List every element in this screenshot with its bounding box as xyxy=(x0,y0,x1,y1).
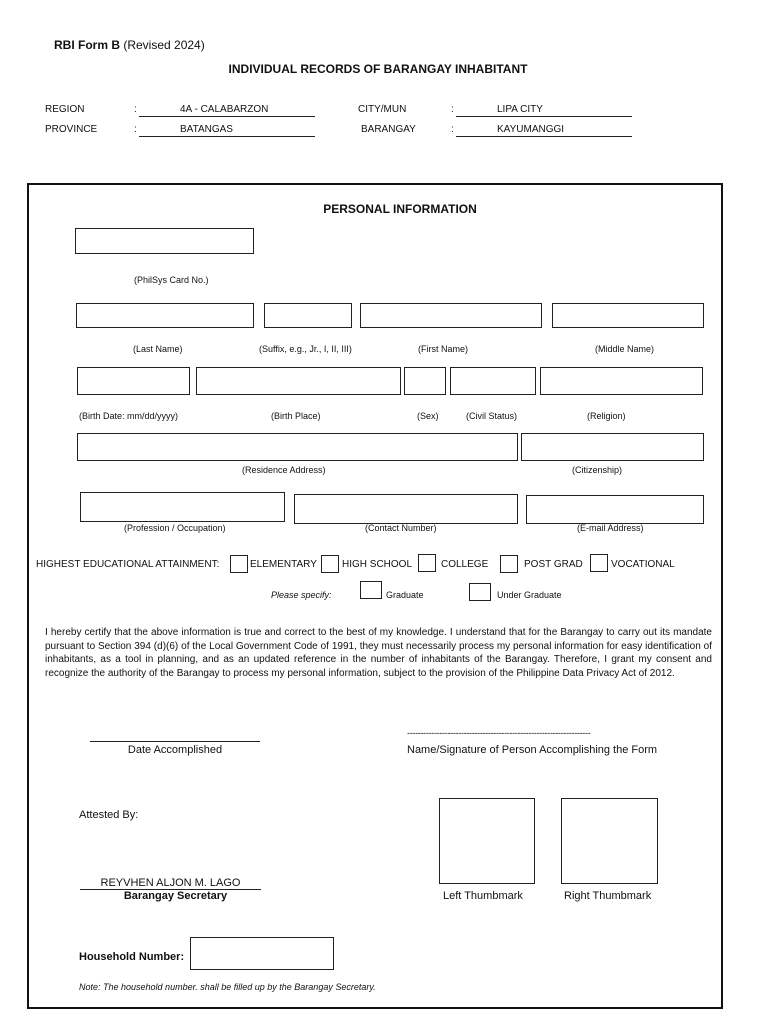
philsys-label: (PhilSys Card No.) xyxy=(134,275,209,285)
graduate-label: Graduate xyxy=(386,590,424,600)
middle-name-input[interactable] xyxy=(552,303,704,328)
sex-input[interactable] xyxy=(404,367,446,395)
barangay-label: BARANGAY xyxy=(361,124,416,135)
form-code: RBI Form B xyxy=(54,38,120,52)
region-colon: : xyxy=(134,104,137,115)
secretary-title: Barangay Secretary xyxy=(123,890,228,902)
region-value: 4A - CALABARZON xyxy=(180,104,269,115)
profession-input[interactable] xyxy=(80,492,285,522)
last-name-input[interactable] xyxy=(76,303,254,328)
barangay-colon: : xyxy=(451,124,454,135)
college-option: COLLEGE xyxy=(441,559,489,570)
college-checkbox[interactable] xyxy=(418,554,436,572)
citizenship-label: (Citizenship) xyxy=(572,465,623,475)
vocational-option: VOCATIONAL xyxy=(611,559,675,570)
email-label: (E-mail Address) xyxy=(577,523,644,533)
household-note: Note: The household number. shall be filled up by the Barangay Secretary. xyxy=(79,982,376,992)
secretary-name: REYVHEN ALJON M. LAGO xyxy=(80,877,261,890)
barangay-field[interactable] xyxy=(456,124,632,137)
elementary-option: ELEMENTARY xyxy=(250,559,317,570)
religion-label: (Religion) xyxy=(587,411,626,421)
civil-status-input[interactable] xyxy=(450,367,536,395)
education-label: HIGHEST EDUCATIONAL ATTAINMENT: xyxy=(36,559,220,570)
religion-input[interactable] xyxy=(540,367,703,395)
last-name-label: (Last Name) xyxy=(133,344,183,354)
profession-label: (Profession / Occupation) xyxy=(124,523,226,533)
birth-place-input[interactable] xyxy=(196,367,401,395)
certification-text: I hereby certify that the above information is true and correct to the best of my knowledge. I understand that for the Barangay to carry out its mandate pursuant to Section 394 (d)(6) of the Local Government Code of 1991, they must necessarily process my personal information for easy identification of inhabitants, as a tool in planning, and as an updated reference in the number of inhabitants of the Barangay. Therefore, I grant my consent and recognize the authority of the Barangay to process my personal information, subject to the provision of the Philippine Data Privacy Act of 2012. xyxy=(45,627,712,679)
province-field[interactable] xyxy=(139,124,315,137)
civil-status-label: (Civil Status) xyxy=(466,411,518,421)
residence-label: (Residence Address) xyxy=(242,465,326,475)
middle-name-label: (Middle Name) xyxy=(595,344,655,354)
province-label: PROVINCE xyxy=(45,124,98,135)
email-input[interactable] xyxy=(526,495,704,524)
suffix-label: (Suffix, e.g., Jr., I, II, III) xyxy=(259,344,352,354)
region-field[interactable] xyxy=(139,104,315,117)
post-grad-checkbox[interactable] xyxy=(500,555,518,573)
left-thumbmark-box[interactable] xyxy=(439,798,535,884)
right-thumbmark-label: Right Thumbmark xyxy=(564,890,652,902)
right-thumbmark-box[interactable] xyxy=(561,798,658,884)
contact-input[interactable] xyxy=(294,494,518,524)
citizenship-input[interactable] xyxy=(521,433,704,461)
form-title: INDIVIDUAL RECORDS OF BARANGAY INHABITANT xyxy=(228,62,528,76)
city-field[interactable] xyxy=(456,104,632,117)
date-line[interactable] xyxy=(90,741,260,742)
high-school-checkbox[interactable] xyxy=(321,555,339,573)
barangay-value: KAYUMANGGI xyxy=(497,124,565,135)
household-label: Household Number: xyxy=(79,951,185,963)
province-colon: : xyxy=(134,124,137,135)
residence-input[interactable] xyxy=(77,433,518,461)
city-colon: : xyxy=(451,104,454,115)
city-label: CITY/MUN xyxy=(358,104,407,115)
vocational-checkbox[interactable] xyxy=(590,554,608,572)
birth-date-input[interactable] xyxy=(77,367,190,395)
left-thumbmark-label: Left Thumbmark xyxy=(443,890,523,902)
post-grad-option: POST GRAD xyxy=(524,559,583,570)
signature-label: Name/Signature of Person Accomplishing the Form xyxy=(407,744,658,756)
household-number-input[interactable] xyxy=(190,937,334,970)
birth-date-label: (Birth Date: mm/dd/yyyy) xyxy=(79,411,179,421)
date-label: Date Accomplished xyxy=(127,744,223,756)
suffix-input[interactable] xyxy=(264,303,352,328)
first-name-label: (First Name) xyxy=(418,344,468,354)
form-revision: (Revised 2024) xyxy=(123,38,205,52)
elementary-checkbox[interactable] xyxy=(230,555,248,573)
philsys-input[interactable] xyxy=(75,228,254,254)
undergraduate-label: Under Graduate xyxy=(497,590,562,600)
section-title: PERSONAL INFORMATION xyxy=(323,202,477,216)
birth-place-label: (Birth Place) xyxy=(271,411,321,421)
region-label: REGION xyxy=(45,104,85,115)
signature-line[interactable]: -------------------------------------------------------------------- xyxy=(407,728,591,738)
contact-label: (Contact Number) xyxy=(365,523,437,533)
form-code-line xyxy=(54,38,205,52)
first-name-input[interactable] xyxy=(360,303,542,328)
undergraduate-checkbox[interactable] xyxy=(469,583,491,601)
province-value: BATANGAS xyxy=(180,124,233,135)
sex-label: (Sex) xyxy=(417,411,439,421)
graduate-checkbox[interactable] xyxy=(360,581,382,599)
specify-label: Please specify: xyxy=(271,590,332,600)
high-school-option: HIGH SCHOOL xyxy=(342,559,413,570)
city-value: LIPA CITY xyxy=(497,104,543,115)
attested-label: Attested By: xyxy=(79,809,139,821)
